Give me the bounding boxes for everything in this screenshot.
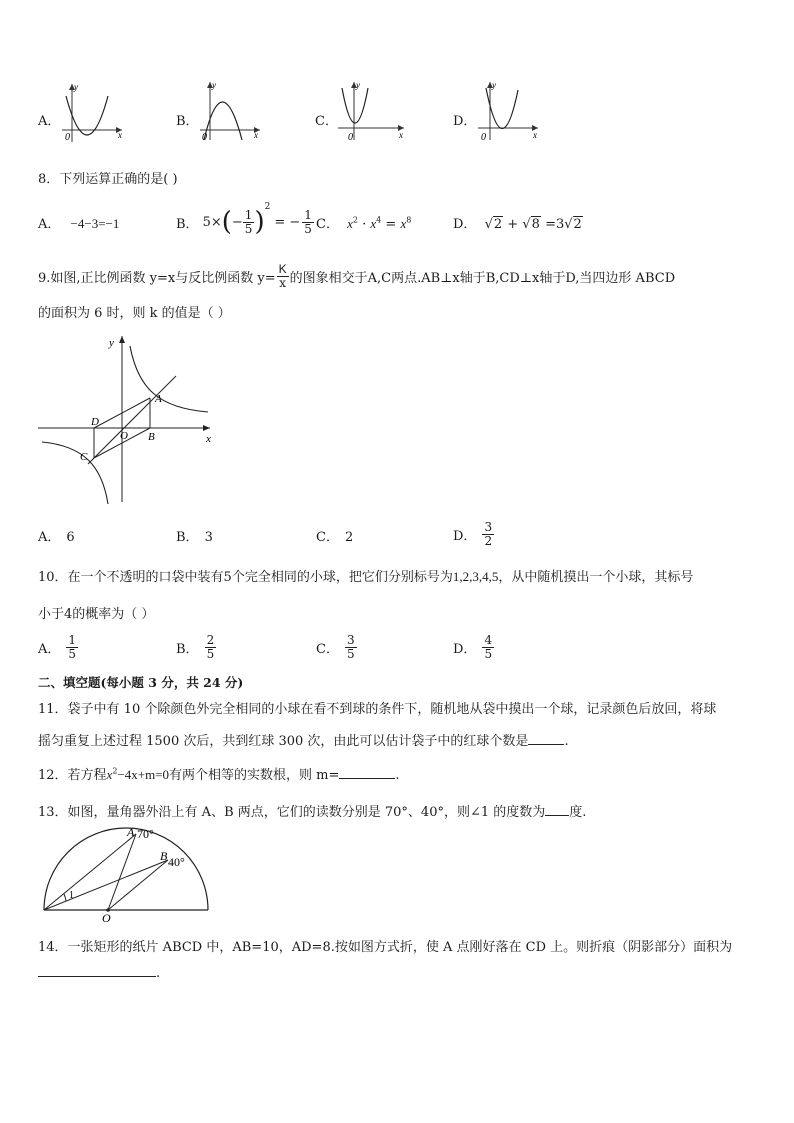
q10-option-c xyxy=(316,628,357,666)
q8-option-c xyxy=(316,213,411,232)
q9-fraction xyxy=(277,263,289,289)
q8-option-d xyxy=(453,213,583,232)
q14-end: . xyxy=(156,966,161,981)
origin-label: 0 xyxy=(481,132,486,143)
option-label: D． xyxy=(453,641,477,657)
base-2: x xyxy=(370,216,377,231)
fraction-denominator: 5 xyxy=(68,646,77,661)
q9-option-b xyxy=(176,526,213,545)
radicand-3: 2 xyxy=(573,217,582,232)
parabola-curve xyxy=(342,88,368,123)
q9-option-c xyxy=(316,526,353,545)
label-a: A xyxy=(127,825,135,839)
q9-option-d xyxy=(453,515,494,553)
q13-text: 13．如图，量角器外沿上有 A、B 两点，它们的读数分别是 70°、40°，则∠1 的度数为 xyxy=(38,805,546,820)
q13-answer-blank[interactable] xyxy=(545,815,569,816)
label-a: A xyxy=(155,393,162,405)
exp-2: 4 xyxy=(376,215,382,225)
origin-label: 0 xyxy=(202,132,207,143)
origin-label: 0 xyxy=(348,132,353,143)
q13-unit: 度. xyxy=(569,805,587,820)
label-c: C xyxy=(80,451,88,463)
fraction-denominator: 5 xyxy=(484,646,493,661)
option-coefficient: 5× xyxy=(202,214,222,230)
section-2-title: 二、填空题(每小题 3 分，共 24 分) xyxy=(38,675,244,690)
q11-line-2 xyxy=(38,730,569,749)
axis-label-x: x xyxy=(399,130,403,140)
q8-option-a xyxy=(38,213,119,232)
label-b-degree: 40° xyxy=(168,855,185,869)
radicand-2: 8 xyxy=(531,217,540,232)
option-value: 6 xyxy=(66,530,75,545)
q8-stem: 8．下列运算正确的是( ) xyxy=(38,172,178,187)
axis-label-y: y xyxy=(492,80,496,90)
q7-graph-d xyxy=(476,78,542,144)
option-label: C． xyxy=(316,641,339,657)
origin-label: 0 xyxy=(65,132,70,143)
exp-3: 8 xyxy=(406,215,412,225)
q10-option-a xyxy=(38,628,78,666)
q10-line-1 xyxy=(38,566,693,585)
label-b: B xyxy=(160,849,168,863)
q12-end: . xyxy=(395,768,400,783)
q14-line-1: 14．一张矩形的纸片 ABCD 中，AB=10，AD=8.按如图方式折，使 A 点刚好落在 CD 上。则折痕（阴影部分）面积为 xyxy=(38,940,733,955)
option-fraction xyxy=(482,521,494,547)
ray-to-b xyxy=(44,860,168,910)
axis-label-y: y xyxy=(74,82,78,92)
q7-option-a-label: A． xyxy=(38,114,61,129)
radical-sign: √ xyxy=(522,217,531,232)
q12-variable: x xyxy=(106,767,113,782)
q12-line xyxy=(38,764,400,783)
line-y-equals-x xyxy=(88,376,176,464)
base-3: x xyxy=(400,216,407,231)
q10-line-2: 小于4的概率为（ ） xyxy=(38,607,155,622)
q7-option-b-label: B． xyxy=(176,114,199,129)
option-label: D． xyxy=(453,528,477,544)
q9-line-2: 的面积为 6 时，则 k 的值是（ ） xyxy=(38,306,231,321)
label-angle-1: 1 xyxy=(69,890,74,901)
option-fraction xyxy=(482,634,494,660)
q7-option-d-label: D． xyxy=(453,114,477,129)
q9-text-a: 9.如图,正比例函数 y=x与反比例函数 y= xyxy=(38,270,276,286)
option-expression: −4−3=−1 xyxy=(70,216,120,231)
q11-text: 摇匀重复上述过程 1500 次后，共到红球 300 次，由此可以估计袋子中的红球个数是 xyxy=(38,734,529,749)
radicand-1: 2 xyxy=(493,217,503,232)
q11-answer-blank[interactable] xyxy=(528,744,564,745)
q12-suffix: 有两个相等的实数根，则 m= xyxy=(169,768,340,783)
label-a-degree: 70° xyxy=(137,827,154,841)
equals-three: =3 xyxy=(545,217,565,232)
parabola-curve xyxy=(486,88,518,129)
exponent: 2 xyxy=(264,202,271,212)
q9-denominator: x xyxy=(279,275,286,290)
q7-graph-c xyxy=(336,78,408,144)
fraction-numerator: 1 xyxy=(244,207,253,222)
axis-label-x: x xyxy=(254,130,258,140)
option-label: C． xyxy=(316,217,339,232)
q10-numbers: 1,2,3,4,5 xyxy=(452,569,499,584)
q11-line-1: 11．袋子中有 10 个除颜色外完全相同的小球在看不到球的条件下，随机地从袋中摸出一个球，记录颜色后放回，将球 xyxy=(38,702,717,717)
q12-prefix: 12．若方程 xyxy=(38,768,107,783)
fraction-numerator: 3 xyxy=(484,519,493,534)
q13-protractor-figure xyxy=(38,822,218,922)
exp-1: 2 xyxy=(352,215,358,225)
q10-option-b xyxy=(176,628,216,666)
option-fraction xyxy=(66,634,78,660)
q7-graph-b xyxy=(198,78,264,144)
fraction-numerator: 1 xyxy=(68,632,77,647)
plus-sign: + xyxy=(507,217,519,232)
axis-label-x: x xyxy=(118,130,122,140)
option-label: D． xyxy=(453,217,477,232)
q9-option-a xyxy=(38,526,75,545)
q12-exponent: 2 xyxy=(112,766,118,776)
option-label: B． xyxy=(176,530,199,545)
q9-figure xyxy=(38,332,220,508)
equals-minus: = − xyxy=(274,214,301,230)
left-paren: ( xyxy=(221,207,232,237)
q10-text-b: ，从中随机摸出一个小球，其标号 xyxy=(498,570,694,585)
q12-answer-blank[interactable] xyxy=(339,778,395,779)
fraction-denominator: 5 xyxy=(346,646,355,661)
option-value: 2 xyxy=(344,530,354,545)
label-d: D xyxy=(91,416,99,428)
q10-text-a: 10．在一个不透明的口袋中装有5个完全相同的小球，把它们分别标号为 xyxy=(38,570,453,585)
label-o: O xyxy=(120,430,128,442)
label-b: B xyxy=(148,431,155,443)
q11-end: . xyxy=(564,734,569,749)
q14-answer-blank[interactable] xyxy=(38,976,156,977)
q7-option-c-label: C． xyxy=(315,114,338,129)
fraction-numerator: 2 xyxy=(206,632,215,647)
option-label: B． xyxy=(176,641,199,657)
axis-label-y: y xyxy=(212,80,216,90)
equals-sign: = xyxy=(385,217,397,232)
option-value: 3 xyxy=(204,530,213,545)
y-axis-arrow xyxy=(119,336,125,343)
fraction-numerator: 3 xyxy=(346,632,355,647)
result-denominator: 5 xyxy=(304,221,312,236)
q7-graph-a xyxy=(60,80,126,146)
q9-numerator: K xyxy=(278,261,287,276)
label-o: O xyxy=(102,911,111,922)
option-label: C． xyxy=(316,530,339,545)
label-x: x xyxy=(206,433,211,445)
axis-label-y: y xyxy=(356,80,360,90)
fraction-denominator: 5 xyxy=(206,646,215,661)
label-y: y xyxy=(109,337,114,349)
option-fraction xyxy=(205,634,217,660)
minus-sign: − xyxy=(231,214,243,230)
option-label: A． xyxy=(38,217,61,232)
q9-line-1 xyxy=(38,258,675,294)
fraction xyxy=(243,209,255,235)
result-numerator: 1 xyxy=(304,207,312,222)
option-fraction xyxy=(345,634,357,660)
option-label: A． xyxy=(38,530,61,545)
fraction-denominator: 2 xyxy=(484,533,493,548)
angle-1-arc xyxy=(64,894,66,901)
dot-sign: · xyxy=(362,217,367,232)
radical-sign: √ xyxy=(564,217,573,232)
axis-label-x: x xyxy=(533,130,537,140)
fraction-numerator: 4 xyxy=(484,632,493,647)
base-1: x xyxy=(347,216,353,231)
q14-line-2 xyxy=(38,966,160,981)
radical-sign: √ xyxy=(484,217,493,232)
option-label: B． xyxy=(176,216,199,232)
q13-line xyxy=(38,801,586,820)
right-paren: ) xyxy=(254,207,265,237)
fraction-denominator: 5 xyxy=(244,221,253,236)
q9-text-b: 的图象相交于A,C两点.AB⊥x轴于B,CD⊥x轴于D,当四边形 ABCD xyxy=(289,270,676,286)
q10-option-d xyxy=(453,628,494,666)
x-axis-arrow xyxy=(203,425,210,431)
hyperbola-branch-lower xyxy=(42,442,108,504)
result-fraction xyxy=(302,209,314,235)
option-label: A． xyxy=(38,641,61,657)
q12-equation: −4x+m=0 xyxy=(117,767,170,782)
q8-option-b xyxy=(176,198,314,246)
